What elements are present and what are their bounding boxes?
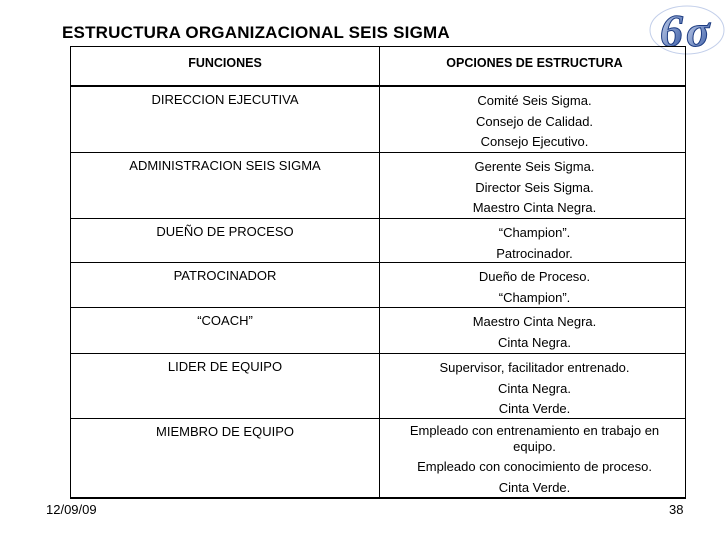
slide-title: ESTRUCTURA ORGANIZACIONAL SEIS SIGMA — [62, 23, 450, 42]
opcion-line: Cinta Negra. — [498, 334, 571, 350]
table-row — [71, 354, 685, 419]
opcion-line: Comité Seis Sigma. — [477, 93, 592, 108]
opciones-cell — [380, 263, 685, 307]
opciones-cell — [380, 419, 685, 497]
funcion-cell: LIDER DE EQUIPO — [71, 354, 380, 418]
funcion-cell: DUEÑO DE PROCESO — [71, 219, 380, 262]
opcion-line: “Champion”. — [498, 225, 571, 240]
opcion-line: Gerente Seis Sigma. — [474, 159, 595, 174]
opcion-line: Empleado con entrenamiento en trabajo en equipo. — [409, 423, 660, 454]
opcion-line: Empleado con conocimiento de proceso. — [417, 459, 652, 474]
opcion-line: Supervisor, facilitador entrenado. — [439, 360, 630, 375]
header-funciones: FUNCIONES — [71, 47, 380, 85]
header-opciones: OPCIONES DE ESTRUCTURA — [446, 56, 623, 70]
funcion-cell: MIEMBRO DE EQUIPO — [71, 419, 380, 497]
svg-text:6: 6 — [660, 5, 683, 56]
opcion-line: Patrocinador. — [496, 245, 573, 261]
opcion-line: Dueño de Proceso. — [478, 269, 591, 284]
opcion-line: Maestro Cinta Negra. — [472, 314, 597, 329]
footer-date: 12/09/09 — [46, 502, 97, 517]
opcion-line: Cinta Verde. — [498, 479, 571, 495]
opciones-cell — [380, 354, 685, 418]
funcion-cell: “COACH” — [71, 308, 380, 353]
opcion-line: Maestro Cinta Negra. — [472, 200, 597, 215]
opciones-cell — [380, 87, 685, 152]
opcion-line: “Champion”. — [498, 289, 571, 305]
opcion-line: Consejo Ejecutivo. — [480, 134, 589, 149]
structure-table — [70, 46, 686, 499]
funcion-cell: DIRECCION EJECUTIVA — [71, 87, 380, 152]
page-number: 38 — [669, 502, 684, 517]
opcion-line: Director Seis Sigma. — [475, 179, 594, 195]
funcion-cell: ADMINISTRACION SEIS SIGMA — [71, 153, 380, 218]
table-row — [71, 308, 685, 354]
svg-text:σ: σ — [686, 7, 710, 56]
opcion-line: Cinta Negra. — [498, 380, 571, 396]
table-header-row — [71, 46, 685, 87]
table-row — [71, 219, 685, 263]
table-row — [71, 419, 685, 499]
table-row — [71, 263, 685, 308]
opcion-line: Cinta Verde. — [498, 401, 571, 416]
opcion-line: Consejo de Calidad. — [475, 113, 594, 129]
opciones-cell — [380, 153, 685, 218]
table-row — [71, 87, 685, 153]
opciones-cell — [380, 219, 685, 262]
opciones-cell — [380, 308, 685, 353]
table-row — [71, 153, 685, 219]
funcion-cell: PATROCINADOR — [71, 263, 380, 307]
